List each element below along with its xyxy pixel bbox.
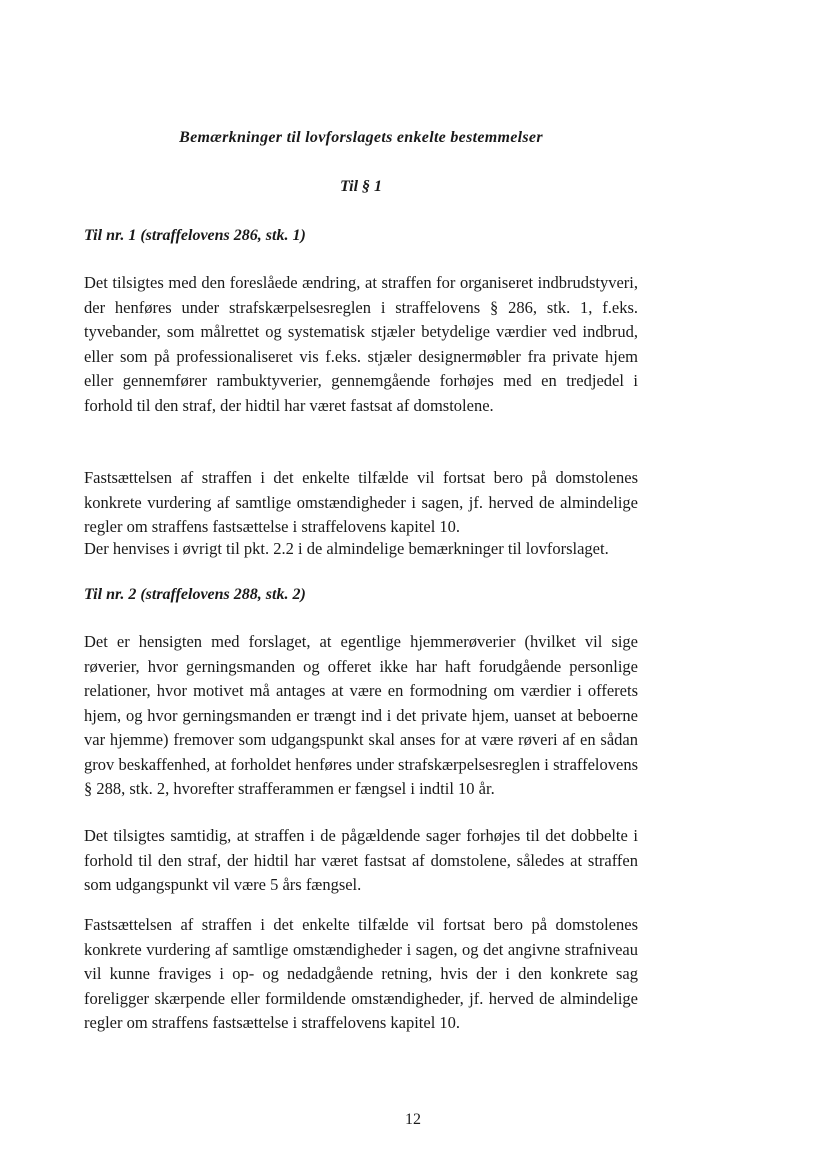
paragraph-1-2: Fastsættelsen af straffen i det enkelte tilfælde vil fortsat bero på domstolenes konkrete vurdering af samtlige omstændigheder i sagen, jf. herved de almindelige regler om straffens fastsættelse i straffelovens kapitel 10. <box>84 468 638 536</box>
paragraph-1-3: Der henvises i øvrigt til pkt. 2.2 i de almindelige bemærkninger til lovforslaget. <box>84 539 609 558</box>
paragraph-2-2: Det tilsigtes samtidig, at straffen i de pågældende sager forhøjes til det dobbelte i forhold til den straf, der hidtil har været fastsat af domstolene, således at straffen som udgangspunkt vil være 5 års fængsel. <box>84 826 638 894</box>
section-title: Til § 1 <box>339 178 383 195</box>
paragraph-1-1: Det tilsigtes med den foreslåede ændring, at straffen for organiseret indbrudstyveri, der henføres under strafskærpelsesreglen i straffelovens § 286, stk. 1, f.eks. tyvebander, som målrettet og systematisk stjæler betydelige værdier ved indbrud, eller som på professionaliseret vis f.eks. stjæler designermøbler fra private hjem eller gennemfører rambuktyverier, gennemgående forhøjes med en tredjedel i forhold til den straf, der hidtil har været fastsat af domstolene. <box>84 273 638 415</box>
page-number: 12 <box>405 1111 421 1128</box>
paragraph-2-1: Det er hensigten med forslaget, at egentlige hjemmerøverier (hvilket vil sige røverier, hvor gerningsmanden og offeret ikke har haft forudgående personlige relationer, hvor motivet må antages at være en formodning om værdier i offerets hjem, og hvor gerningsmanden er trængt ind i det private hjem, uanset at beboerne var hjemme) fremover som udgangspunkt skal anses for at være røveri af en sådan grov beskaffenhed, at forholdet henføres under strafskærpelsesreglen i straffelovens § 288, stk. 2, hvorefter strafferammen er fængsel i indtil 10 år. <box>84 632 638 798</box>
subsection-heading-1: Til nr. 1 (straffelovens 286, stk. 1) <box>84 227 306 244</box>
subsection-heading-2: Til nr. 2 (straffelovens 288, stk. 2) <box>84 586 306 603</box>
document-title: Bemærkninger til lovforslagets enkelte bestemmelser <box>179 129 543 146</box>
paragraph-2-3: Fastsættelsen af straffen i det enkelte tilfælde vil fortsat bero på domstolenes konkrete vurdering af samtlige omstændigheder i sagen, og det angivne strafniveau vil kunne fraviges i op- og nedadgående retning, hvis der i den konkrete sag foreligger skærpende eller formildende omstændigheder, jf. herved de almindelige regler om straffens fastsættelse i straffelovens kapitel 10. <box>84 915 638 1032</box>
